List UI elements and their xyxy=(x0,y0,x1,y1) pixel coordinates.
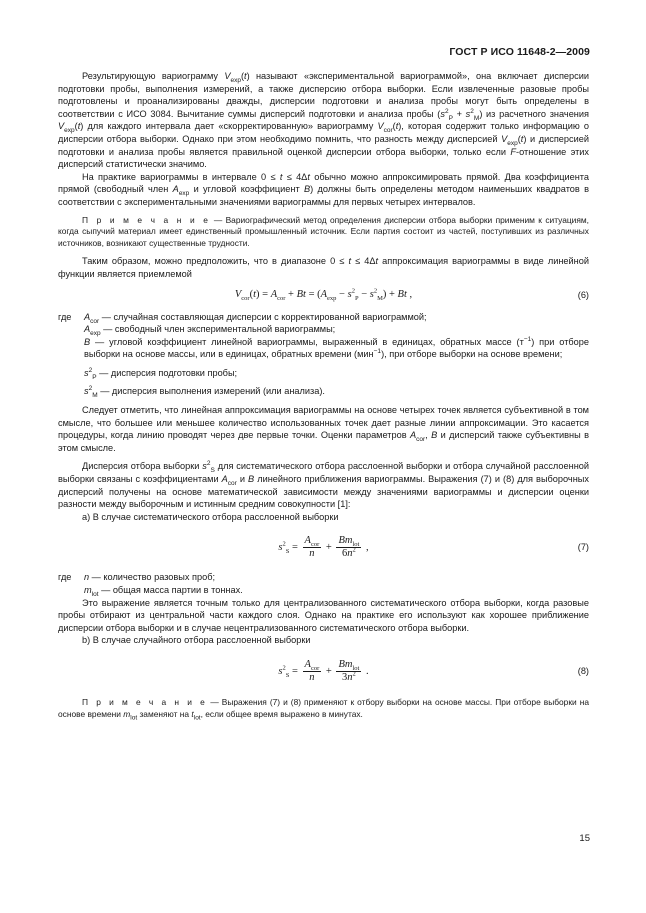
definition-b: B — угловой коэффициент линейной вариограммы, выраженный в единицах, обратных массе $(т^{-1})$ при отборе выборки на основе массы, или в единицах, обратных времени (мин$^{-1}$), при отборе выборки на основе времени; xyxy=(84,335,589,360)
definition-mlot: $m_{lot}$ — общая масса партии в тоннах. xyxy=(84,585,243,598)
page-body xyxy=(58,70,589,720)
paragraph-sampling-variance: Дисперсия отбора выборки $s^2_S$ для систематического отбора расслоенной выборки и отбора случайной расслоенной выборки связаны с коэффициентами $A_{cor}$ и B линейного приближения вариограммы. Выражения (7) и (8) для выборочных дисперсий получены на основе математической зависимости между значениями вариограммы и дисперсии оценки разности между выборочным и истинным средним совокупности [1]: xyxy=(58,460,590,510)
list-item-b: b) В случае случайного отбора расслоенной выборки xyxy=(82,635,311,646)
paragraph-centralized: Это выражение является точным только для централизованного систематического отбора выборки, когда разовые пробы отбирают из центральной части каждого слоя. Однако на практике его используют как хорошее приближение дисперсии отбора выборки и в случае нецентрализованного систематического отбора выборки. xyxy=(58,597,589,633)
formula-6-expression: $V_{cor}(t) = A_{cor} + Bt = (A_{exp} - s^2_P - s^2_M) + Bt$ , xyxy=(234,287,413,302)
definition-sm: $s^2_M$ — дисперсия выполнения измерений (или анализа). xyxy=(84,385,325,400)
note-1 xyxy=(58,215,589,250)
note-2: П р и м е ч а н и е — Выражения (7) и (8) применяют к отбору выборки на основе массы. При отборе выборки на основе времени $m_{lot}$ заменяют на $t_{lot}$, если общее время выражено в минутах. xyxy=(58,696,589,722)
paragraph-linear-approx: На практике вариограммы в интервале 0 ≤ t ≤ 4Δt обычно можно аппроксимировать прямой. Два коэффициента прямой (свободный член $A_{exp}$ и угловой коэффициент B) должны быть определены методом наименьших квадратов в соответствии с экспериментальными значениями вариограммы для первых четырех интервалов. xyxy=(58,171,590,207)
formula-7 xyxy=(58,529,589,567)
page-number: 15 xyxy=(579,833,590,844)
formula-7-number: (7) xyxy=(577,542,589,553)
definition-acor: $A_{cor}$ — случайная составляющая дисперсии с корректированной вариограммой; xyxy=(84,311,427,325)
note-1-text: — Вариографический метод определения дисперсии отбора выборки применим к ситуациям, когда сыпучий материал имеет единственный промышленный источник. Если партия состоит из частей, поступивших из различных источников, возникают существенные трудности. xyxy=(58,214,589,248)
note-1-label: П р и м е ч а н и е xyxy=(82,214,211,225)
formula-6-number: (6) xyxy=(577,289,589,300)
formula-8-expression: $s^2_S$ = $\frac{A_{cor}}{n}$ + $\frac{Bm_{lot}}{3n^2}$ . xyxy=(278,658,369,683)
formula-7-expression: $s^2_S$ = $\frac{A_{cor}}{n}$ + $\frac{Bm_{lot}}{6n^2}$ , xyxy=(278,535,369,560)
list-item-a: а) В случае систематического отбора расслоенной выборки xyxy=(82,511,339,522)
where-label-2: где xyxy=(58,572,72,583)
where-label: где xyxy=(58,311,72,322)
formula-8-number: (8) xyxy=(577,665,589,676)
paragraph-subjectivity: Следует отметить, что линейная аппроксимация вариограммы на основе четырех точек является субъективной в том смысле, что большее или меньшее количество использованных точек дает разные линии аппроксимации. Это касается процедуры, когда линию проводят через две первые точки. Оценки параметров $A_{cor}$, B и дисперсий также субъективны в этом смысле. xyxy=(58,405,589,453)
paragraph-variogram-intro: Результирующую вариограмму $V_{exp}(t)$ называют «экспериментальной вариограммой», она включает дисперсии подготовки пробы, выполнения измерений, а также дисперсию отбора выборки. Если извлеченные разовые пробы подготовлены и проанализированы дважды, дисперсии подготовки и анализа пробы могут быть определены в соответствии с ИСО 3084. Вычитание суммы дисперсий подготовки и анализа пробы $(s^2_P + s^2_M)$ из расчетного значения $V_{exp}(t)$ для каждого интервала дает «скорректированную» вариограмму $V_{cor}(t)$, которая содержит только информацию о дисперсии отбора выборки. Однако при этом необходимо помнить, что разность между дисперсией $V_{exp}(t)$ и дисперсией подготовки и анализа пробы является правильной оценкой дисперсии отбора выборки, только если F-отношение этих дисперсий статистически значимо. xyxy=(58,71,589,170)
definition-n: n — количество разовых проб; xyxy=(84,572,216,583)
formula-8 xyxy=(58,653,589,691)
formula-6 xyxy=(58,287,589,307)
definition-aexp: $A_{exp}$ — свободный член экспериментальной вариограммы; xyxy=(84,324,336,337)
note-2-label: П р и м е ч а н и е xyxy=(82,696,208,707)
definition-sp: $s^2_P$ — дисперсия подготовки пробы; xyxy=(84,366,238,381)
paragraph-assumption: Таким образом, можно предположить, что в диапазоне 0 ≤ t ≤ 4Δt аппроксимация вариограммы в виде линейной функции является приемлемой xyxy=(58,256,589,279)
definitions-2 xyxy=(58,571,589,596)
document-header: ГОСТ Р ИСО 11648-2—2009 xyxy=(449,46,590,58)
definitions-1 xyxy=(58,311,589,399)
